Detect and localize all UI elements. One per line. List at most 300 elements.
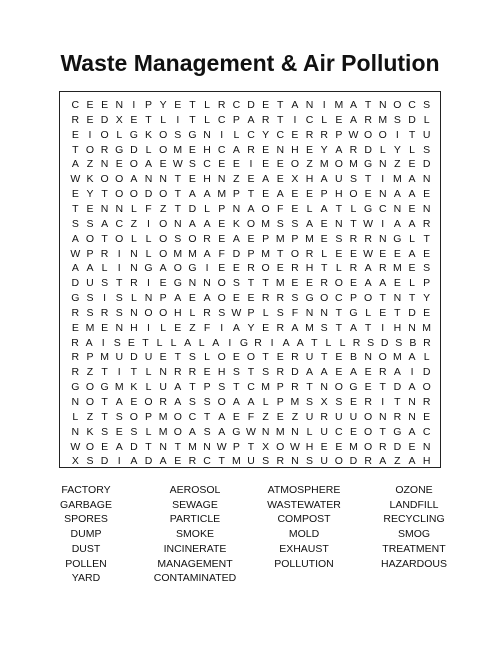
grid-letter: L — [160, 321, 167, 334]
grid-letter: A — [379, 277, 387, 290]
grid-letter: E — [320, 232, 328, 245]
grid-letter: E — [423, 410, 431, 423]
grid-letter: A — [349, 366, 357, 379]
grid-letter: P — [320, 188, 328, 201]
grid-letter: E — [364, 381, 372, 394]
grid-letter: T — [394, 306, 401, 319]
grid-letter: I — [117, 247, 121, 260]
grid-letter: N — [408, 321, 416, 334]
grid-letter: S — [188, 351, 196, 364]
grid-letter: N — [159, 173, 167, 186]
grid-letter: S — [291, 217, 299, 230]
grid-row — [68, 231, 434, 247]
grid-letter: H — [203, 143, 211, 156]
grid-letter: N — [203, 440, 211, 453]
word-list-item: EXHAUST — [279, 542, 329, 555]
grid-letter: O — [100, 173, 109, 186]
grid-letter: Z — [306, 158, 313, 171]
grid-letter: Z — [189, 321, 196, 334]
grid-letter: R — [393, 410, 402, 423]
grid-letter: L — [409, 143, 415, 156]
grid-letter: T — [335, 321, 343, 334]
grid-letter: A — [320, 366, 328, 379]
grid-letter: O — [364, 425, 373, 438]
grid-letter: M — [158, 425, 168, 438]
grid-letter: O — [290, 247, 299, 260]
word-list-item: OZONE — [395, 484, 433, 496]
grid-letter: E — [174, 321, 182, 334]
grid-letter: O — [144, 306, 153, 319]
grid-letter: M — [188, 440, 197, 453]
grid-letter: L — [156, 336, 163, 349]
grid-letter: U — [115, 351, 124, 364]
grid-letter: O — [364, 292, 373, 305]
word-list-item: MANAGEMENT — [157, 557, 233, 570]
grid-letter: E — [232, 410, 240, 423]
grid-row — [68, 201, 434, 217]
grid-letter: C — [276, 128, 285, 141]
grid-letter: R — [71, 366, 80, 379]
grid-letter: T — [379, 425, 386, 438]
word-list-item: MOLD — [288, 528, 320, 541]
grid-letter: E — [71, 128, 79, 141]
grid-letter: M — [173, 247, 183, 260]
grid-letter: M — [305, 321, 314, 334]
grid-letter: S — [262, 455, 270, 468]
grid-letter: C — [203, 455, 211, 468]
grid-letter: M — [349, 158, 358, 171]
grid-letter: L — [170, 336, 177, 349]
grid-letter: R — [217, 99, 226, 111]
grid-row — [68, 439, 434, 455]
grid-letter: O — [100, 128, 109, 141]
grid-letter: E — [232, 351, 240, 364]
grid-letter: D — [380, 336, 389, 349]
grid-letter: G — [232, 425, 241, 438]
grid-letter: T — [247, 188, 255, 201]
grid-letter: N — [393, 292, 402, 305]
grid-letter: O — [364, 440, 373, 453]
grid-letter: L — [321, 113, 328, 126]
grid-letter: O — [290, 158, 299, 171]
grid-letter: U — [335, 410, 343, 423]
grid-row — [68, 320, 434, 336]
word-list-item: HAZARDOUS — [381, 557, 447, 570]
grid-letter: N — [100, 202, 109, 215]
grid-letter: P — [423, 277, 431, 290]
grid-letter: I — [220, 128, 224, 141]
grid-letter: A — [203, 247, 211, 260]
grid-letter: M — [305, 232, 314, 245]
grid-row — [68, 379, 434, 395]
grid-letter: A — [188, 188, 196, 201]
grid-letter: L — [339, 336, 346, 349]
grid-letter: N — [100, 158, 109, 171]
grid-letter: G — [188, 128, 197, 141]
grid-letter: R — [100, 306, 109, 319]
word-list-item: INCINERATE — [163, 542, 227, 555]
grid-letter: N — [71, 425, 80, 438]
grid-letter: S — [232, 366, 240, 379]
grid-letter: M — [217, 188, 227, 201]
grid-letter: A — [291, 321, 299, 334]
grid-letter: P — [145, 410, 153, 423]
grid-letter: E — [379, 247, 387, 260]
grid-letter: E — [232, 158, 240, 171]
grid-letter: D — [130, 440, 138, 453]
grid-letter: Y — [247, 321, 255, 334]
grid-letter: E — [291, 277, 299, 290]
grid-letter: F — [218, 247, 225, 260]
grid-letter: A — [188, 217, 196, 230]
grid-letter: E — [408, 440, 416, 453]
grid-row — [68, 394, 434, 410]
grid-letter: A — [145, 158, 153, 171]
grid-letter: S — [188, 158, 196, 171]
grid-letter: N — [217, 173, 226, 186]
grid-letter: R — [378, 366, 387, 379]
grid-letter: M — [188, 247, 197, 260]
grid-letter: N — [364, 351, 372, 364]
grid-letter: O — [364, 410, 373, 423]
grid-letter: R — [159, 396, 167, 408]
grid-letter: R — [291, 351, 299, 364]
grid-letter: P — [349, 292, 357, 305]
grid-letter: T — [277, 113, 284, 126]
grid-letter: G — [364, 202, 373, 215]
grid-letter: R — [352, 336, 361, 349]
grid-letter: X — [262, 440, 270, 453]
grid-letter: R — [291, 381, 299, 394]
grid-letter: E — [306, 188, 314, 201]
grid-letter: G — [100, 381, 109, 394]
grid-letter: T — [101, 396, 108, 408]
grid-letter: U — [144, 351, 153, 364]
grid-letter: E — [306, 143, 314, 156]
word-list-item: ATMOSPHERE — [267, 484, 341, 496]
grid-letter: W — [246, 425, 256, 438]
grid-letter: A — [306, 217, 314, 230]
grid-letter: Y — [423, 292, 431, 305]
grid-letter: R — [276, 292, 285, 305]
grid-letter: D — [393, 381, 402, 394]
grid-letter: L — [306, 425, 313, 438]
grid-letter: L — [379, 143, 386, 156]
word-list-item: SMOG — [397, 528, 431, 541]
grid-letter: W — [172, 158, 183, 171]
grid-letter: F — [277, 202, 284, 215]
grid-letter: G — [393, 425, 402, 438]
grid-letter: U — [335, 173, 343, 186]
grid-letter: C — [217, 113, 226, 126]
grid-letter: R — [349, 262, 358, 275]
page-title: Waste Management & Air Pollution — [60, 50, 440, 76]
grid-letter: A — [296, 336, 304, 349]
grid-letter: Z — [86, 158, 94, 171]
grid-letter: G — [115, 143, 124, 156]
grid-letter: E — [393, 277, 401, 290]
grid-letter: S — [86, 455, 94, 468]
grid-letter: C — [335, 425, 343, 438]
grid-letter: A — [247, 396, 255, 408]
grid-letter: T — [174, 173, 181, 186]
grid-letter: U — [159, 381, 167, 394]
grid-letter: A — [115, 440, 123, 453]
grid-letter: O — [173, 262, 182, 275]
grid-letter: O — [378, 128, 387, 141]
grid-letter: A — [218, 410, 226, 423]
grid-letter: A — [364, 277, 372, 290]
grid-letter: M — [275, 425, 285, 438]
grid-letter: E — [349, 396, 357, 408]
grid-letter: I — [117, 262, 121, 275]
grid-letter: A — [408, 381, 416, 394]
grid-letter: N — [378, 410, 387, 423]
grid-letter: R — [364, 232, 372, 245]
grid-letter: T — [306, 381, 313, 394]
grid-letter: E — [262, 321, 270, 334]
grid-letter: T — [262, 351, 269, 364]
grid-letter: A — [232, 396, 240, 408]
grid-letter: E — [203, 366, 211, 379]
grid-letter: G — [364, 158, 373, 171]
grid-letter: E — [408, 262, 416, 275]
grid-letter: N — [159, 440, 167, 453]
word-list-item: AEROSOL — [169, 484, 221, 496]
grid-row — [68, 142, 434, 158]
grid-letter: L — [325, 336, 332, 349]
grid-letter: M — [378, 113, 388, 126]
grid-letter: R — [364, 455, 372, 468]
grid-letter: T — [189, 381, 196, 394]
grid-letter: M — [114, 381, 124, 394]
grid-letter: S — [276, 306, 284, 319]
grid-letter: N — [71, 396, 80, 408]
grid-letter: E — [408, 202, 416, 215]
grid-letter: E — [335, 113, 343, 126]
grid-letter: U — [86, 277, 94, 290]
grid-letter: E — [247, 292, 255, 305]
grid-letter: N — [261, 425, 270, 438]
grid-letter: T — [130, 366, 138, 379]
grid-letter: M — [173, 143, 183, 156]
grid-letter: O — [246, 217, 256, 230]
grid-letter: X — [115, 113, 123, 126]
grid-letter: A — [320, 173, 328, 186]
grid-letter: A — [408, 247, 416, 260]
grid-letter: L — [204, 113, 210, 126]
grid-letter: R — [203, 232, 211, 245]
grid-letter: P — [86, 247, 94, 260]
grid-letter: O — [115, 232, 124, 245]
grid-letter: E — [320, 217, 328, 230]
grid-letter: I — [293, 113, 297, 126]
grid-letter: O — [159, 128, 168, 141]
grid-row — [68, 364, 434, 380]
grid-letter: E — [159, 158, 167, 171]
grid-letter: O — [159, 188, 168, 201]
grid-letter: E — [335, 247, 343, 260]
word-list-item: CONTAMINATED — [153, 572, 237, 585]
grid-letter: A — [408, 188, 416, 201]
grid-letter: T — [145, 113, 152, 126]
grid-letter: T — [189, 113, 196, 126]
grid-letter: A — [349, 321, 357, 334]
grid-letter: R — [349, 232, 358, 245]
grid-letter: I — [381, 173, 385, 186]
grid-letter: M — [231, 455, 241, 468]
grid-letter: A — [159, 262, 167, 275]
grid-letter: O — [129, 158, 138, 171]
grid-letter: P — [262, 232, 270, 245]
grid-letter: L — [189, 306, 196, 319]
grid-letter: N — [393, 202, 402, 215]
word-list-item: PARTICLE — [169, 513, 221, 526]
grid-letter: Z — [86, 410, 94, 423]
grid-letter: T — [350, 217, 357, 230]
grid-letter: T — [174, 440, 181, 453]
grid-letter: A — [408, 351, 416, 364]
grid-row — [68, 246, 434, 262]
grid-letter: A — [247, 113, 255, 126]
grid-letter: M — [393, 262, 402, 275]
grid-letter: S — [218, 306, 226, 319]
grid-letter: T — [277, 247, 284, 260]
grid-letter: M — [334, 99, 344, 111]
grid-letter: D — [144, 188, 153, 201]
grid-letter: I — [117, 366, 121, 379]
grid-letter: T — [101, 188, 108, 201]
word-list-item: YARD — [71, 572, 101, 585]
grid-letter: A — [203, 292, 211, 305]
grid-letter: I — [381, 396, 385, 408]
grid-letter: T — [101, 410, 108, 423]
grid-letter: P — [276, 381, 284, 394]
grid-letter: C — [247, 381, 255, 394]
grid-letter: O — [85, 232, 95, 245]
grid-letter: N — [320, 306, 328, 319]
grid-letter: R — [276, 321, 285, 334]
grid-letter: N — [115, 202, 124, 215]
grid-letter: K — [232, 217, 240, 230]
grid-letter: E — [349, 425, 357, 438]
grid-letter: O — [217, 351, 226, 364]
grid-letter: X — [291, 173, 299, 186]
grid-letter: W — [216, 440, 227, 453]
grid-letter: S — [86, 217, 94, 230]
grid-letter: H — [393, 321, 402, 334]
grid-letter: O — [173, 425, 182, 438]
grid-letter: O — [334, 158, 343, 171]
grid-letter: C — [422, 425, 431, 438]
grid-letter: T — [379, 292, 386, 305]
grid-letter: Y — [86, 188, 94, 201]
grid-letter: E — [174, 99, 182, 111]
grid-letter: E — [423, 188, 431, 201]
grid-letter: G — [188, 262, 197, 275]
grid-letter: Y — [393, 143, 401, 156]
grid-letter: Y — [159, 99, 167, 111]
grid-letter: U — [320, 425, 328, 438]
grid-letter: C — [335, 292, 343, 305]
grid-letter: X — [320, 396, 328, 408]
grid-letter: T — [174, 188, 181, 201]
grid-letter: N — [159, 366, 167, 379]
grid-letter: T — [142, 336, 149, 349]
grid-letter: E — [159, 351, 167, 364]
grid-letter: T — [364, 99, 372, 111]
grid-letter: P — [232, 440, 240, 453]
grid-letter: L — [145, 232, 152, 245]
grid-letter: A — [71, 158, 79, 171]
grid-letter: I — [228, 336, 232, 349]
grid-letter: M — [158, 410, 168, 423]
grid-letter: R — [247, 262, 255, 275]
grid-letter: E — [115, 425, 123, 438]
grid-letter: U — [305, 410, 314, 423]
grid-letter: Z — [233, 173, 240, 186]
grid-row — [68, 171, 434, 187]
grid-letter: A — [247, 202, 255, 215]
grid-letter: E — [276, 158, 284, 171]
grid-letter: S — [174, 232, 182, 245]
grid-letter: I — [220, 321, 224, 334]
grid-row — [68, 305, 434, 321]
grid-letter: G — [173, 277, 182, 290]
grid-letter: O — [159, 217, 168, 230]
grid-letter: I — [147, 217, 150, 230]
grid-letter: T — [423, 232, 430, 245]
grid-letter: L — [204, 202, 210, 215]
grid-letter: M — [393, 351, 402, 364]
grid-letter: S — [423, 99, 431, 111]
grid-letter: T — [101, 366, 108, 379]
grid-letter: W — [70, 173, 81, 186]
word-list-item: FACTORY — [61, 484, 111, 496]
grid-letter: O — [217, 277, 226, 290]
grid-letter: E — [262, 188, 270, 201]
grid-letter: A — [232, 143, 240, 156]
grid-letter: N — [144, 292, 153, 305]
grid-letter: R — [71, 113, 80, 126]
grid-letter: R — [305, 247, 314, 260]
grid-letter: H — [305, 440, 314, 453]
grid-letter: D — [100, 113, 109, 126]
grid-letter: A — [276, 188, 284, 201]
grid-letter: P — [276, 396, 284, 408]
grid-letter: L — [116, 128, 123, 141]
grid-letter: R — [261, 292, 270, 305]
grid-letter: W — [289, 440, 300, 453]
grid-letter: H — [335, 188, 343, 201]
grid-letter: N — [378, 188, 387, 201]
grid-row — [68, 112, 434, 128]
grid-letter: T — [335, 202, 343, 215]
grid-letter: L — [145, 425, 152, 438]
grid-letter: A — [379, 455, 387, 468]
grid-letter: A — [174, 381, 182, 394]
grid-letter: S — [335, 232, 343, 245]
grid-letter: O — [334, 277, 343, 290]
grid-letter: S — [101, 425, 109, 438]
grid-letter: R — [71, 306, 80, 319]
grid-letter: C — [217, 143, 226, 156]
grid-letter: A — [218, 425, 226, 438]
grid-letter: W — [348, 128, 359, 141]
grid-letter: A — [364, 262, 372, 275]
grid-letter: R — [130, 277, 138, 290]
grid-letter: O — [349, 188, 358, 201]
